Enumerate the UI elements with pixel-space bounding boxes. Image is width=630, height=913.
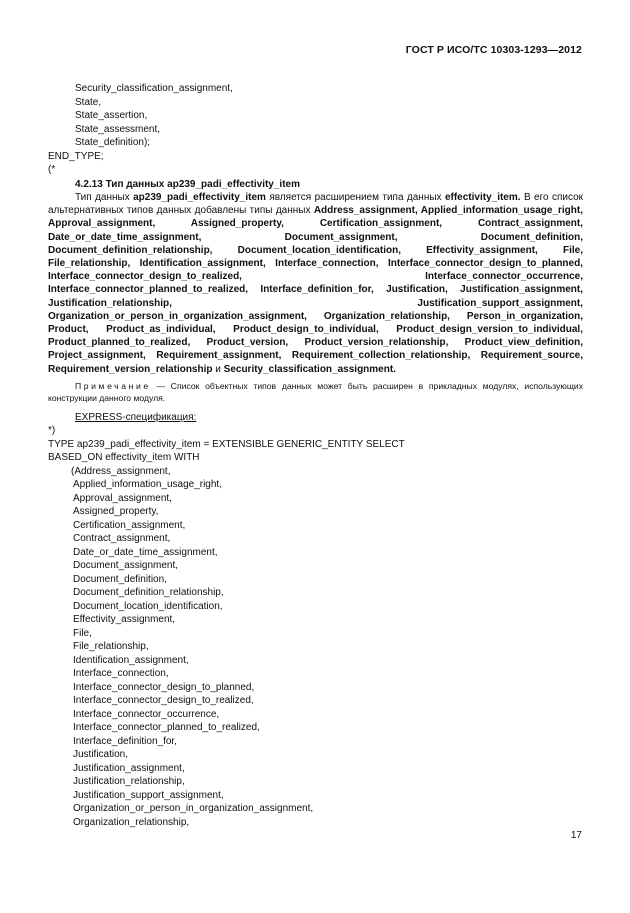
- list-item: Document_location_identification,: [73, 600, 223, 612]
- page-number: 17: [570, 830, 582, 841]
- note-text: — Список объектных типов данных может быть расширен в прикладных модулях, использующих конструкции данного модуля.: [48, 380, 583, 403]
- end-type-line: END_TYPE;: [48, 150, 104, 162]
- list-item: Certification_assignment,: [73, 519, 186, 531]
- paragraph-conjunction: и: [212, 363, 224, 375]
- last-added-type: Security_classification_assignment.: [223, 363, 396, 375]
- list-item: Justification_support_assignment,: [73, 789, 224, 801]
- list-item: File,: [73, 627, 92, 639]
- top-select-items: [48, 82, 583, 150]
- list-item: Interface_connector_planned_to_realized,: [73, 722, 260, 734]
- list-item: Justification_assignment,: [73, 762, 185, 774]
- list-item: Document_definition,: [73, 573, 167, 585]
- list-item: Interface_connection,: [73, 668, 169, 680]
- list-item: Document_assignment,: [73, 560, 179, 572]
- list-item: Applied_information_usage_right,: [73, 479, 222, 491]
- paragraph-intro-2: является расширением типа данных: [265, 192, 445, 203]
- description-paragraph: [48, 191, 583, 376]
- list-item: Interface_connector_design_to_planned,: [73, 681, 255, 693]
- note-paragraph: [48, 380, 583, 404]
- select-items-list: [48, 478, 583, 829]
- type-name: ap239_padi_effectivity_item: [133, 192, 266, 203]
- comment-open: (*: [48, 164, 56, 175]
- document-header: ГОСТ Р ИСО/ТС 10303-1293—2012: [405, 44, 582, 56]
- list-item: Assigned_property,: [73, 506, 159, 518]
- list-item: Organization_or_person_in_organization_assignment,: [73, 803, 314, 815]
- type-declaration: TYPE ap239_padi_effectivity_item = EXTENSIBLE GENERIC_ENTITY SELECT: [48, 438, 405, 450]
- paragraph-intro-1: Тип данных: [75, 192, 134, 203]
- list-item: Justification,: [73, 749, 129, 761]
- list-item: State_definition);: [75, 137, 151, 148]
- paragraph-intro-3: В его список альтернативных типов данных добавлены типы данных: [48, 192, 583, 217]
- list-item: Effectivity_assignment,: [73, 614, 176, 626]
- list-item: Justification_relationship,: [73, 776, 185, 788]
- added-types-list: Address_assignment, Applied_information_usage_right, Approval_assignment, Assigned_property, Certification_assignment, Contract_assignment, Date_or_date_time_assignment, Document_assignment, Document_definition, Document_definition_relationship, Document_location_identification, Effectivity_assignment, File, File_relationship, Identification_assignment, Interface_connection, Interface_connector_design_to_planned, Interface_connector_design_to_realized, Interface_connector_occurrence, Interface_connector_planned_to_realized, Interface_definition_for, Justification, Justification_assignment, Justification_relationship, Justification_support_assignment, Organization_or_person_in_organization_assignment, Organization_relationship, Person_in_organization, Product, Product_as_individual, Product_design_to_individual, Product_design_version_to_individual, Product_planned_to_realized, Product_version, Product_version_relationship, Product_view_definition, Project_assignment, Requirement_assignment, Requirement_collection_relationship, Requirement_source, Requirement_version_relationship: [48, 205, 583, 375]
- list-item: Document_definition_relationship,: [73, 587, 224, 599]
- list-item: Security_classification_assignment,: [75, 83, 233, 94]
- list-item: Identification_assignment,: [73, 654, 189, 666]
- comment-close: *): [48, 425, 56, 437]
- list-item: Interface_connector_occurrence,: [73, 708, 220, 720]
- list-item: State,: [75, 96, 102, 108]
- section-title: 4.2.13 Тип данных ap239_padi_effectivity_item: [75, 178, 300, 190]
- list-item: Contract_assignment,: [73, 533, 171, 545]
- page-body: [48, 82, 583, 829]
- express-spec-label: EXPRESS-спецификация:: [75, 411, 197, 423]
- select-open-item: (Address_assignment,: [71, 465, 171, 477]
- list-item: State_assertion,: [75, 110, 148, 121]
- list-item: Date_or_date_time_assignment,: [73, 546, 218, 558]
- list-item: File_relationship,: [73, 641, 149, 653]
- based-on-line: BASED_ON effectivity_item WITH: [48, 452, 200, 464]
- list-item: Organization_relationship,: [73, 816, 190, 828]
- base-type-name: effectivity_item.: [444, 192, 521, 203]
- note-label: Примечание: [75, 380, 151, 391]
- list-item: Interface_connector_design_to_realized,: [73, 695, 254, 707]
- list-item: Approval_assignment,: [73, 492, 172, 504]
- list-item: Interface_definition_for,: [73, 735, 177, 747]
- list-item: State_assessment,: [75, 123, 161, 135]
